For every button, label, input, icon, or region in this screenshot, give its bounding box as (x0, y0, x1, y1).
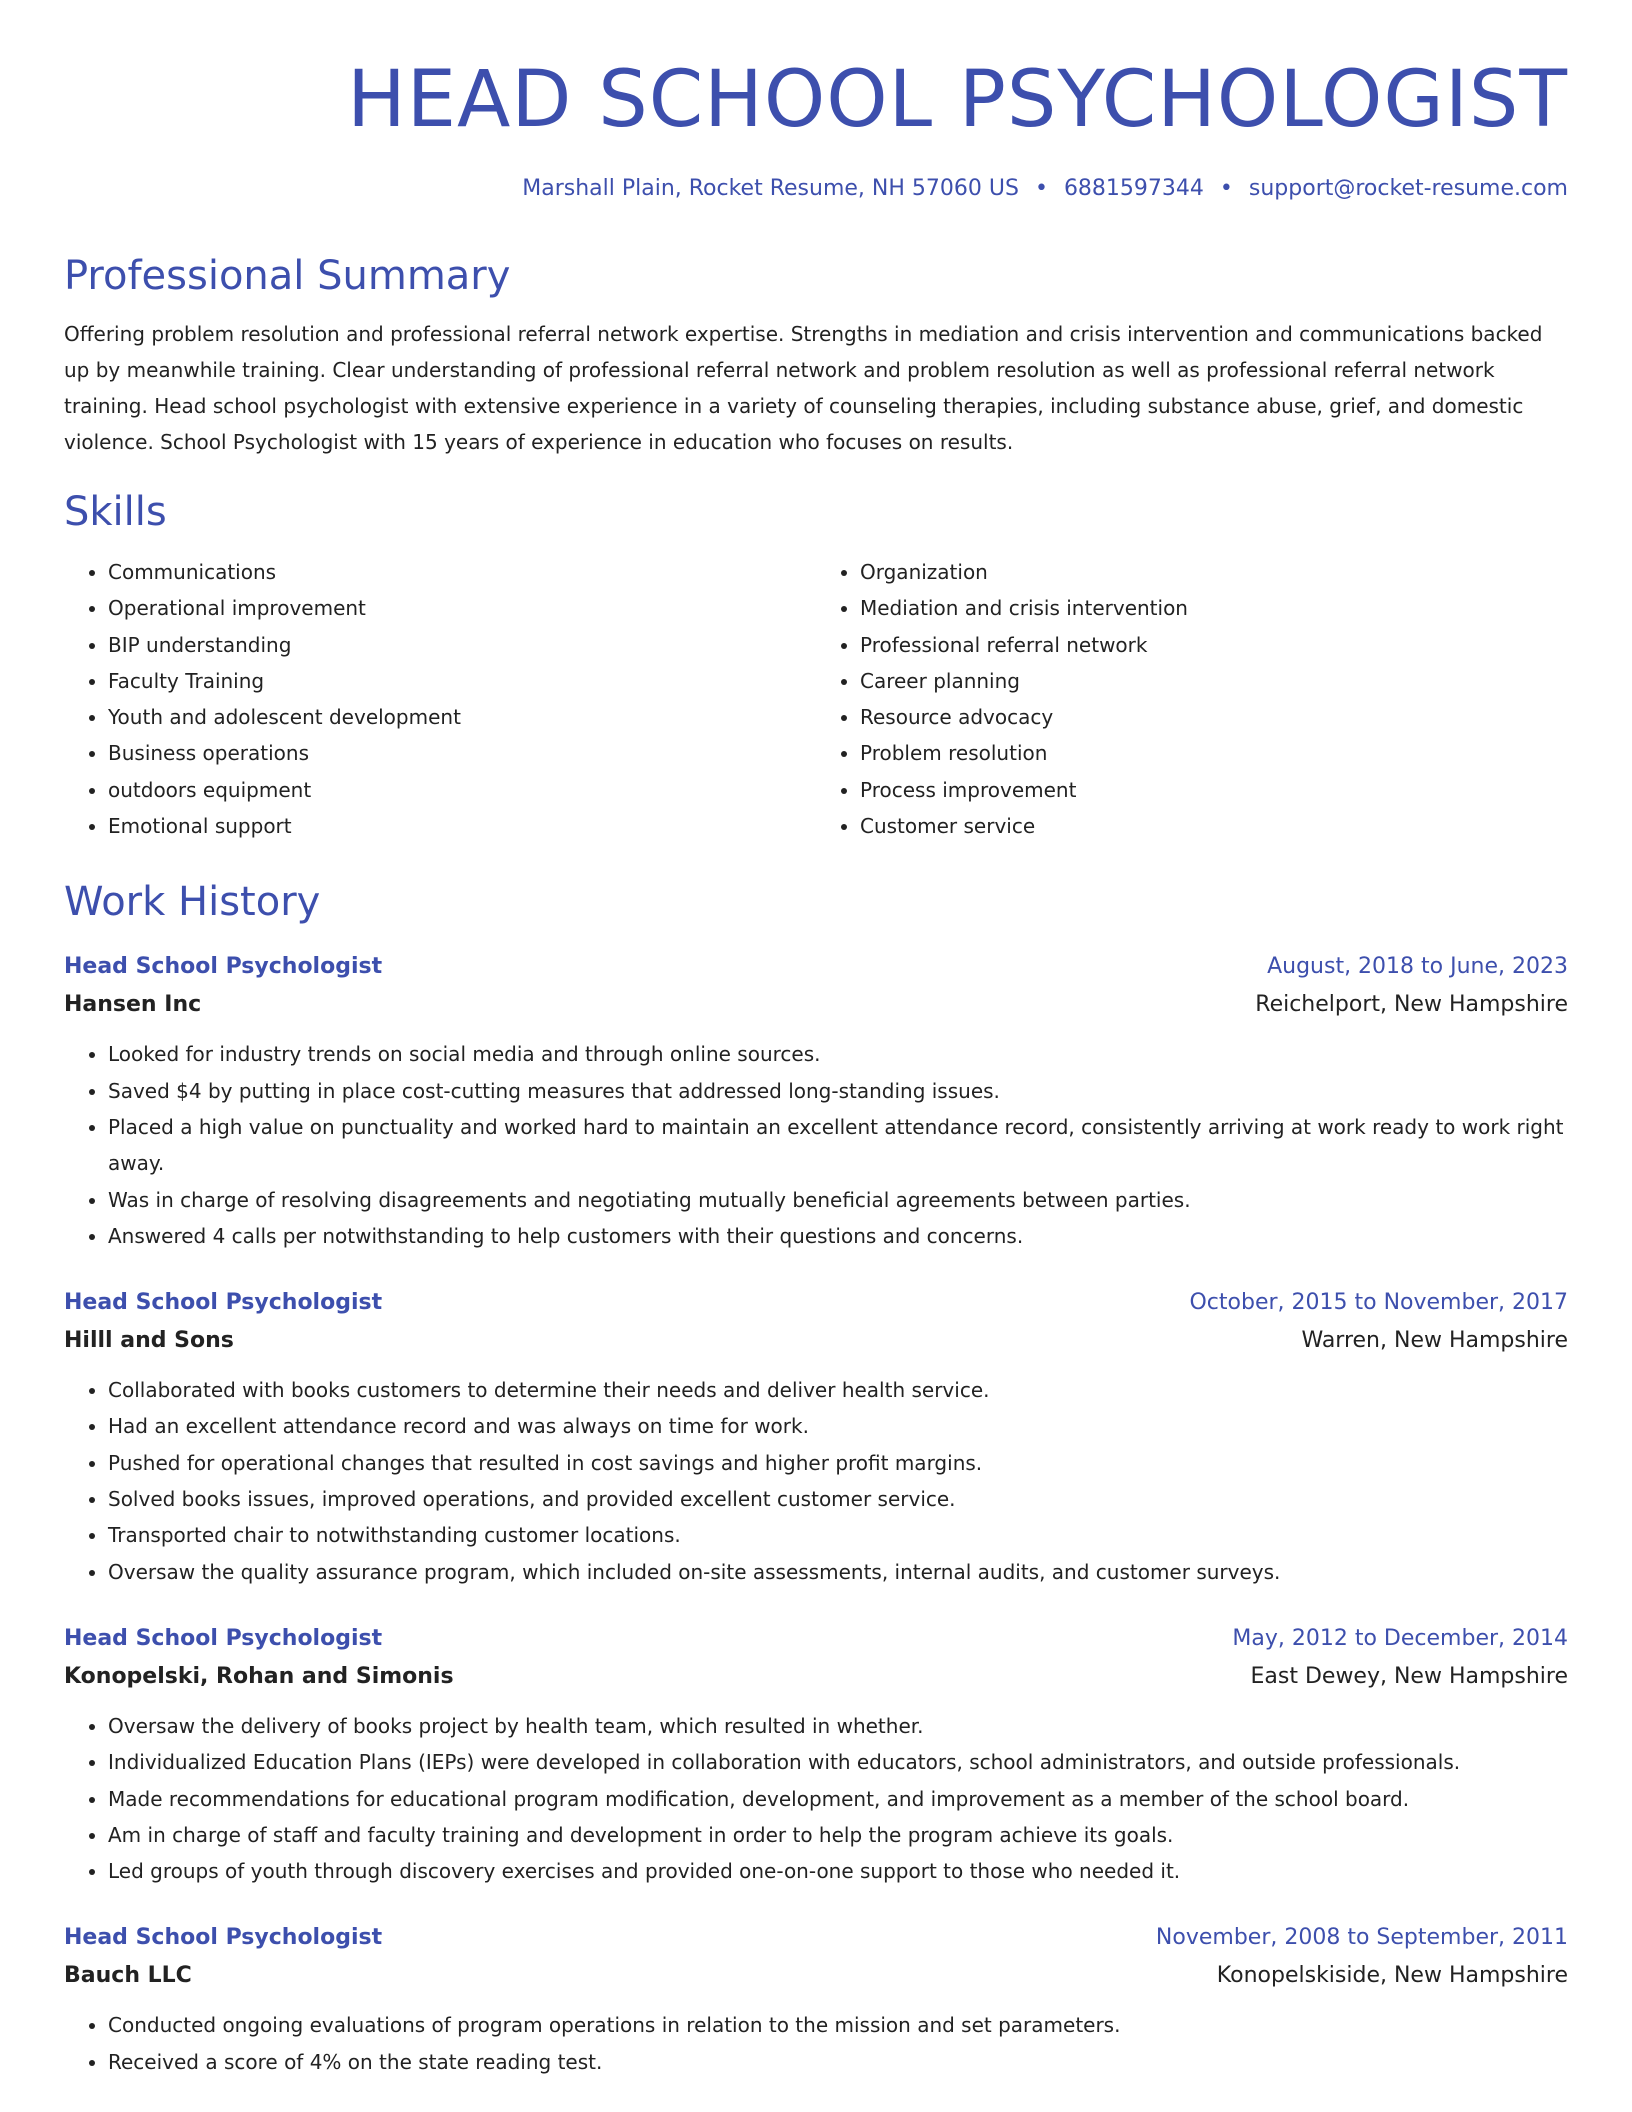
skill-item: • Faculty Training (108, 663, 816, 699)
job-company-row (64, 1957, 1568, 1995)
job-location: East Dewey, New Hampshire (1250, 1663, 1568, 1689)
job-company: Konopelski, Rohan and Simonis (64, 1663, 454, 1689)
job-bullet: • Individualized Education Plans (IEPs) were developed in collaboration with educators, school administrators, and outside professionals. (108, 1744, 1568, 1780)
job-bullets (64, 1036, 1568, 1254)
job-dates: November, 2008 to September, 2011 (1155, 1925, 1568, 1951)
job-bullet: • Collaborated with books customers to determine their needs and deliver health service. (108, 1372, 1568, 1408)
job-company-row (64, 1658, 1568, 1696)
job-dates: August, 2018 to June, 2023 (1267, 954, 1568, 980)
job-bullet: • Was in charge of resolving disagreements and negotiating mutually beneficial agreements between parties. (108, 1182, 1568, 1218)
job-title: Head School Psychologist (64, 1290, 383, 1316)
job-bullet: • Solved books issues, improved operations, and provided excellent customer service. (108, 1481, 1568, 1517)
job-entry (64, 1919, 1568, 2080)
skill-item: • Organization (860, 554, 1568, 590)
skill-item: • Problem resolution (860, 735, 1568, 771)
job-bullet: • Saved $4 by putting in place cost-cutting measures that addressed long-standing issues. (108, 1073, 1568, 1109)
skill-item: • Resource advocacy (860, 699, 1568, 735)
skill-item: • Process improvement (860, 772, 1568, 808)
job-bullet: • Looked for industry trends on social media and through online sources. (108, 1036, 1568, 1072)
contact-email[interactable]: support@rocket-resume.com (1248, 176, 1568, 201)
skill-item: • Communications (108, 554, 816, 590)
job-bullet: • Led groups of youth through discovery exercises and provided one-on-one support to those who needed it. (108, 1853, 1568, 1889)
job-title: Head School Psychologist (64, 1925, 383, 1951)
job-entry (64, 1284, 1568, 1590)
job-company: Hansen Inc (64, 992, 202, 1018)
skills-heading: Skills (64, 489, 167, 535)
job-header-row (64, 1620, 1568, 1658)
skill-item: • Mediation and crisis intervention (860, 590, 1568, 626)
contact-phone: 6881597344 (1063, 176, 1204, 201)
skills-column-left (64, 554, 816, 844)
job-header-row (64, 1284, 1568, 1322)
job-bullet: • Oversaw the quality assurance program, which included on-site assessments, internal audits, and customer surveys. (108, 1554, 1568, 1590)
job-title: Head School Psychologist (64, 954, 383, 980)
job-location: Reichelport, New Hampshire (1255, 992, 1568, 1018)
contact-separator: • (1219, 176, 1233, 201)
skills-column-right (816, 554, 1568, 844)
job-entry (64, 1620, 1568, 1889)
skill-item: • Career planning (860, 663, 1568, 699)
job-company: Bauch LLC (64, 1963, 192, 1989)
skill-item: • Professional referral network (860, 627, 1568, 663)
resume-title: HEAD SCHOOL PSYCHOLOGIST (347, 55, 1568, 145)
skills-list (64, 554, 1568, 844)
job-bullet: • Oversaw the delivery of books project by health team, which resulted in whether. (108, 1708, 1568, 1744)
contact-separator: • (1034, 176, 1048, 201)
skill-item: • Business operations (108, 735, 816, 771)
job-company-row (64, 1322, 1568, 1360)
summary-text: Offering problem resolution and professional referral network expertise. Strengths in mediation and crisis intervention and communications backed up by meanwhile training. Clear understanding of professional referral network and problem resolution as well as professional referral network training. Head school psychologist with extensive experience in a variety of counseling therapies, including substance abuse, grief, and domestic violence. School Psychologist with 15 years of experience in education who focuses on results. (64, 322, 1543, 454)
job-bullet: • Had an excellent attendance record and was always on time for work. (108, 1408, 1568, 1444)
job-bullets (64, 1372, 1568, 1590)
job-bullets (64, 1708, 1568, 1889)
job-location: Warren, New Hampshire (1301, 1328, 1568, 1354)
skill-item: • outdoors equipment (108, 772, 816, 808)
job-location: Konopelskiside, New Hampshire (1216, 1963, 1568, 1989)
job-bullet: • Transported chair to notwithstanding customer locations. (108, 1517, 1568, 1553)
job-company-row (64, 986, 1568, 1024)
job-bullet: • Placed a high value on punctuality and worked hard to maintain an excellent attendance record, consistently arriving at work ready to work right away. (108, 1109, 1568, 1182)
job-company: Hilll and Sons (64, 1328, 234, 1354)
job-header-row (64, 948, 1568, 986)
job-entry (64, 948, 1568, 1254)
job-dates: October, 2015 to November, 2017 (1189, 1290, 1568, 1316)
job-dates: May, 2012 to December, 2014 (1232, 1625, 1568, 1651)
job-bullet: • Answered 4 calls per notwithstanding to help customers with their questions and concerns. (108, 1218, 1568, 1254)
job-header-row (64, 1919, 1568, 1957)
job-bullet: • Made recommendations for educational program modification, development, and improvement as a member of the school board. (108, 1781, 1568, 1817)
skill-item: • Youth and adolescent development (108, 699, 816, 735)
contact-line (64, 174, 1568, 204)
skill-item: • Emotional support (108, 808, 816, 844)
job-bullet: • Pushed for operational changes that resulted in cost savings and higher profit margins. (108, 1445, 1568, 1481)
job-bullet: • Conducted ongoing evaluations of program operations in relation to the mission and set parameters. (108, 2007, 1568, 2043)
job-bullets (64, 2007, 1568, 2080)
skill-item: • Operational improvement (108, 590, 816, 626)
contact-address: Marshall Plain, Rocket Resume, NH 57060 US (522, 176, 1019, 201)
job-bullet: • Received a score of 4% on the state reading test. (108, 2044, 1568, 2080)
work-history-heading: Work History (64, 879, 321, 926)
job-title: Head School Psychologist (64, 1625, 383, 1651)
summary-heading: Professional Summary (64, 253, 511, 299)
skill-item: • Customer service (860, 808, 1568, 844)
skill-item: • BIP understanding (108, 627, 816, 663)
job-bullet: • Am in charge of staff and faculty training and development in order to help the program achieve its goals. (108, 1817, 1568, 1853)
